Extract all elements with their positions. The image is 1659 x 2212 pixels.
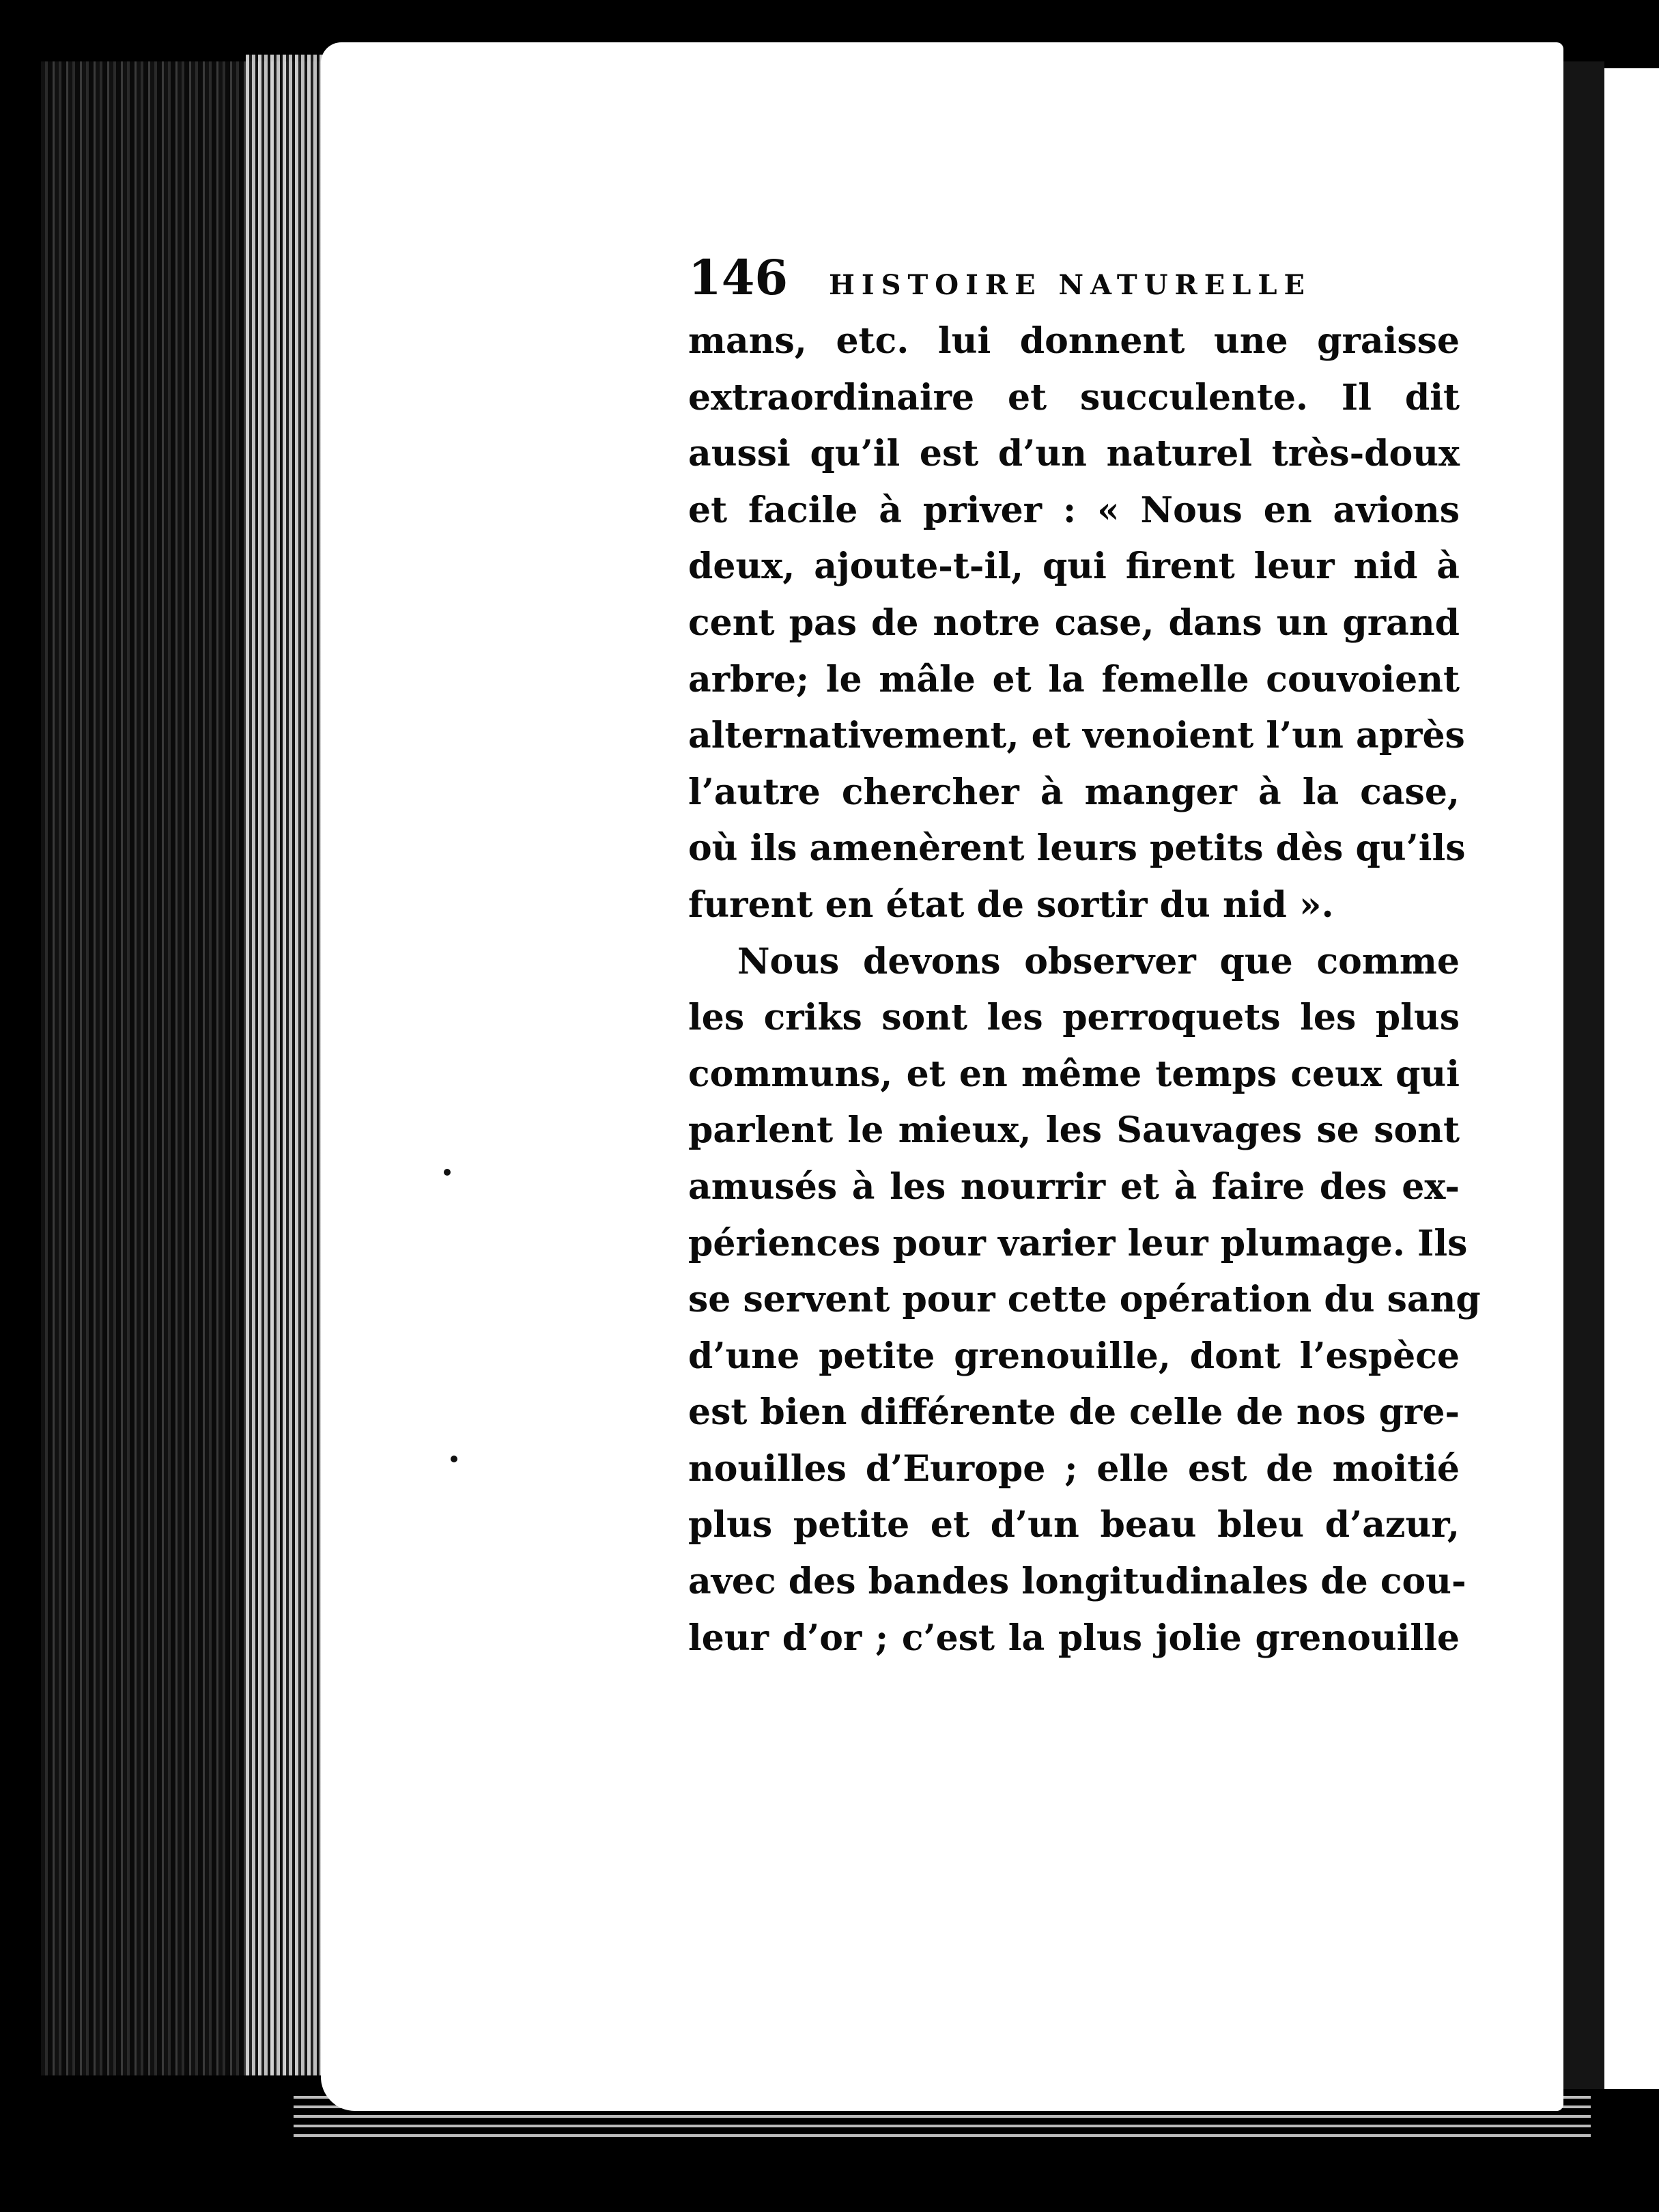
- text-line: et facile à priver : « Nous en avions: [688, 489, 1460, 531]
- text-line: où ils amenèrent leurs petits dès qu’ils: [688, 827, 1466, 870]
- text-line: aussi qu’il est d’un naturel très-doux: [688, 433, 1460, 475]
- text-line: avec des bandes longitudinales de cou-: [688, 1561, 1466, 1603]
- text-line: extraordinaire et succulente. Il dit: [688, 376, 1460, 419]
- page-text: [688, 249, 1481, 1667]
- text-line: deux, ajoute-t-il, qui firent leur nid à: [688, 545, 1460, 588]
- text-line: plus petite et d’un beau bleu d’azur,: [688, 1504, 1460, 1546]
- running-head-title: HISTOIRE NATURELLE: [829, 269, 1312, 301]
- text-line: amusés à les nourrir et à faire des ex-: [688, 1165, 1460, 1208]
- text-line: l’autre chercher à manger à la case,: [688, 771, 1460, 813]
- ink-speck: [451, 1456, 457, 1462]
- paragraph-2: [688, 934, 1481, 1667]
- text-line: Nous devons observer que comme: [737, 940, 1460, 982]
- text-line: parlent le mieux, les Sauvages se sont: [688, 1109, 1460, 1152]
- running-head: [688, 249, 1460, 311]
- text-line: périences pour varier leur plumage. Ils: [688, 1222, 1468, 1264]
- text-line: est bien différente de celle de nos gre-: [688, 1391, 1460, 1434]
- page-number: 146: [688, 249, 789, 306]
- text-line: nouilles d’Europe ; elle est de moitié: [688, 1447, 1460, 1490]
- facing-page-edge: [1604, 68, 1659, 2089]
- text-line: d’une petite grenouille, dont l’espèce: [688, 1335, 1460, 1377]
- text-line: arbre; le mâle et la femelle couvoient: [688, 658, 1460, 700]
- ink-speck: [444, 1169, 451, 1176]
- text-line: communs, et en même temps ceux qui: [688, 1053, 1460, 1095]
- text-line: leur d’or ; c’est la plus jolie grenouille: [688, 1617, 1460, 1659]
- text-line: mans, etc. lui donnent une graisse: [688, 320, 1460, 362]
- paragraph-1: [688, 313, 1466, 934]
- text-line: alternativement, et venoient l’un après: [688, 715, 1465, 757]
- text-line: les criks sont les perroquets les plus: [688, 997, 1460, 1039]
- text-line: cent pas de notre case, dans un grand: [688, 601, 1460, 644]
- text-line: se servent pour cette opération du sang: [688, 1279, 1481, 1321]
- text-line: furent en état de sortir du nid ».: [688, 883, 1334, 926]
- book-gutter: [1563, 61, 1604, 2089]
